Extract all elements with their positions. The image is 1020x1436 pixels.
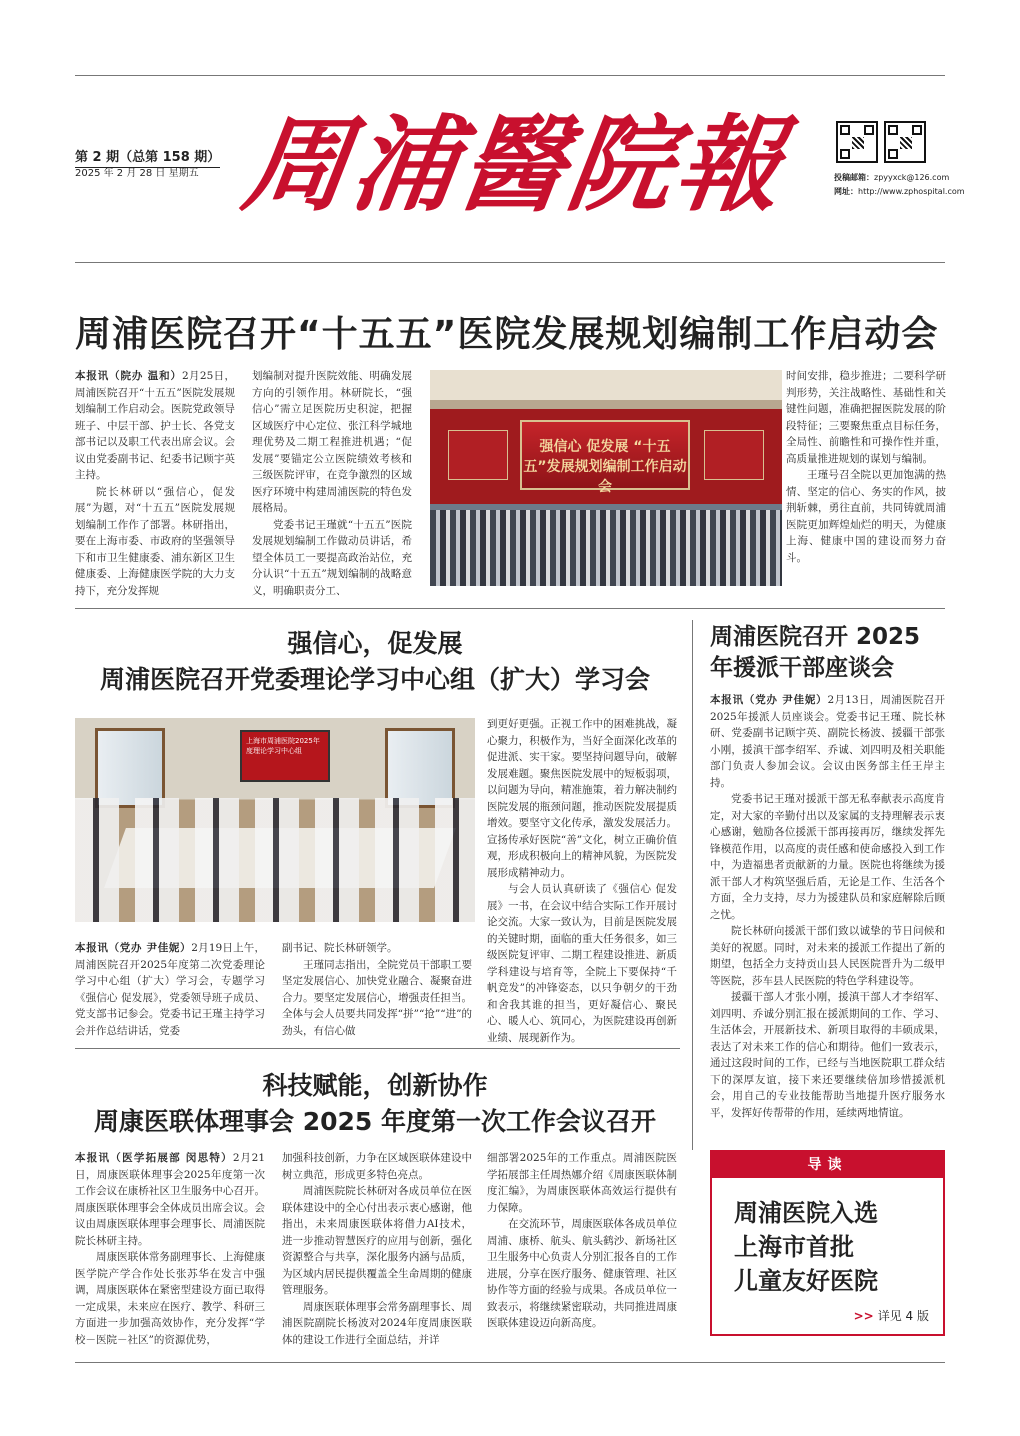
article3-col3 [487, 1150, 677, 1350]
article4-para: 院长林研向援派干部们致以诚挚的节日问候和美好的祝愿。同时，对未来的援派工作提出了新的期望，包括全力支持贡山县人民医院晋升为二级甲等医院，莎车县人民医院的特色学科建设等。 [710, 925, 945, 987]
article3-para: 周浦医院院长林研对各成员单位在医联体建设中的全心付出表示衷心感谢，他指出，未来周康医联体将借力AI技术，进一步推动智慧医疗的应用与创新，强化资源整合与共享，深化服务内涵与品质，为区域内居民提供覆盖全生命周期的健康管理服务。 [282, 1185, 472, 1296]
article1-para: 2月25日，周浦医院召开“十五五”医院发展规划编制工作启动会。医院党政领导班子、中层干部、护士长、各党支部书记以及职工代表出席会议。会议由党委副书记、纪委书记顾宇英主持。 [75, 370, 236, 481]
article2-col3 [487, 716, 677, 1044]
article1-byline: 本报讯（院办 温和） [75, 370, 182, 382]
guide-more-link[interactable] [854, 1307, 929, 1324]
article2-byline: 本报讯（党办 尹佳妮） [75, 942, 192, 954]
article3-para: 在交流环节，周康医联体各成员单位周浦、康桥、航头、航头鹤沙、新场社区卫生服务中心负责人分别汇报各自的工作进展，分享在医疗服务、健康管理、社区协作等方面的经验与成果。各成员单位一致表示，将继续紧密联动，共同推进周康医联体建设迈向新高度。 [487, 1218, 677, 1329]
article4-para: 援疆干部人才张小刚，援滇干部人才李绍军、刘四明、乔诚分别汇报在援派期间的工作、学习、生活体会，开展新技术、新项目取得的丰硕成果，表达了对未来工作的信心和期待。他们一致表示，通过这段时间的工作，已经与当地医院职工群众结下的深厚友谊，接下来还要继续倍加珍惜援派机会，用自己的专业技能帮助当地提升医疗服务水平，发挥好传帮带的作用，延续两地情谊。 [710, 991, 945, 1119]
article2-para: 副书记、院长林研领学。 [282, 942, 398, 954]
stage-banner [520, 420, 690, 495]
article3-para: 2月21日，周康医联体理事会2025年度第一次工作会议在康桥社区卫生服务中心召开。周康医联体理事会全体成员出席会议。会议由周康医联体理事会理事长、周浦医院院长林研主持。 [75, 1152, 266, 1247]
meeting-screen-text: 上海市周浦医院2025年度理论学习中心组 [246, 737, 320, 755]
issue-date: 2025 年 2 月 28 日 星期五 [75, 168, 199, 179]
article1-para: 党委书记王瑾就“十五五”医院发展规划编制工作做动员讲话，希望全体员工一要提高政治站位，充分认识“十五五”规划编制的战略意义，明确职责分工、 [252, 518, 412, 597]
article4-para: 党委书记王瑾对援派干部无私奉献表示高度肯定，对大家的辛勤付出以及家属的支持理解表示衷心感谢，勉励各位援派干部再接再厉，继续发挥先锋模范作用，以高度的责任感和使命感投入到工作中，为造福患者贡献新的力量。医院也将继续为援派干部人才构筑坚强后盾，无论是工作、生活各个方面，全力支持，尽力为援建队员和家庭解除后顾之忧。 [710, 793, 945, 921]
web-value[interactable]: http://www.zphospital.com [858, 187, 965, 196]
article1-para: 划编制对提升医院效能、明确发展方向的引领作用。林研院长，“强信心”需立足医院历史积淀，把握区域医疗中心定位、张江科学城地理优势及二期工程推进机遇；“促发展”要锚定公立医院绩效考核和三级医院评审，在竞争激烈的区域医疗环境中构建周浦医院的特色发展格局。 [252, 370, 412, 514]
article2-headline: 周浦医院召开党委理论学习中心组（扩大）学习会 [99, 665, 650, 694]
conference-photo [430, 370, 782, 586]
article2-col1 [75, 940, 265, 1036]
article2-para: 与会人员认真研读了《强信心 促发展》一书，在会议中结合实际工作开展讨论交流。大家一致认为，目前是医院发展的关键时期，面临的重大任务很多，如三级医院复评审、二期工程建设推进、新质学科建设与培育等，全院上下要保持“千帆竞发”的冲锋姿态，以只争朝夕的干劲和舍我其谁的担当，更好凝信心、聚民心、暖人心、筑同心，为医院建设再创新业绩、展现新作为。 [487, 883, 677, 1044]
article3-col1 [75, 1150, 265, 1350]
article3-para: 加强科技创新，力争在区域医联体建设中树立典范，形成更多特色亮点。 [282, 1152, 472, 1181]
guide-box[interactable] [710, 1150, 945, 1336]
qr-code-icon [884, 121, 926, 163]
section-rule [75, 608, 945, 609]
article1-para: 院长林研以“强信心，促发展”为题，对“十五五”医院发展规划编制工作作了部署。林研指出，要在上海市委、市政府的坚强领导下和市卫生健康委、浦东新区卫生健康委、上海健康医学院的大力支持下，充分发挥规 [75, 485, 235, 597]
guide-line: 上海市首批 [734, 1233, 854, 1261]
article2-para: 2月19日上午，周浦医院召开2025年度第二次党委理论学习中心组（扩大）学习会，专题学习《强信心 促发展》，党委领导班子成员、党支部书记参会。党委书记王瑾主持学习会并作总结讲话，党委 [75, 942, 266, 1037]
article1-col2 [252, 368, 412, 598]
main-headline: 周浦医院召开“十五五”医院发展规划编制工作启动会 [75, 314, 939, 355]
article2-col2 [282, 940, 472, 1036]
article2-para: 到更好更强。正视工作中的困难挑战，凝心聚力，积极作为，当好全面深化改革的促进派、实干家。要坚持问题导向，破解发展难题。聚焦医院发展中的短板弱项，以问题为导向，精准施策，着力解决制约医院发展的瓶颈问题，推动医院发展提质增效。要坚守文化传承，激发发展活力。宣扬传承好医院“善”文化，树立正确价值观，形成积极向上的精神风貌，为医院发展形成精神动力。 [487, 718, 677, 879]
article1-para: 时间安排，稳步推进；二要科学研判形势，关注战略性、基础性和关键性问题，准确把握医院发展的阶段特征；三要聚焦重点目标任务，全局性、前瞻性和可操作性并重，高质量推进规划的谋划与编制。 [786, 370, 946, 465]
double-arrow-icon: >> [853, 1309, 874, 1323]
article3-headline: 周康医联体理事会 2025 年度第一次工作会议召开 [94, 1107, 656, 1136]
article4-body [710, 692, 945, 1132]
contact-web [834, 186, 965, 197]
top-rule [75, 75, 945, 76]
issue-number: 第 2 期（总第 158 期） [75, 146, 220, 168]
masthead-rule [75, 262, 945, 263]
guide-more-text: 详见 4 版 [877, 1309, 929, 1323]
guide-line: 周浦医院入选 [734, 1199, 878, 1227]
article4-para: 2月13日，周浦医院召开2025年援派人员座谈会。党委书记王瑾、院长林研、党委副书记顾宇英、副院长杨波、援疆干部张小刚，援滇干部李绍军、乔诚、刘四明及相关职能部门负责人参加会议。会议由医务部主任王岸主持。 [710, 694, 946, 789]
contact-email [834, 172, 949, 183]
article3-para: 周康医联体常务副理事长、上海健康医学院产学合作处长张苏华在发言中强调，周康医联体在紧密型建设方面已取得一定成果，未来应在医疗、教学、科研三方面进一步加强高效协作，充分发挥“学校－医院－社区”的资源优势， [75, 1251, 265, 1346]
bottom-rule [75, 1362, 945, 1363]
article4-headline: 周浦医院召开 2025 年援派干部座谈会 [710, 624, 921, 681]
section-rule [75, 1048, 680, 1049]
qr-code-icon [836, 121, 878, 163]
email-label: 投稿邮箱： [834, 173, 874, 182]
meeting-photo [75, 718, 475, 922]
web-label: 网址： [834, 187, 858, 196]
guide-label: 导读 [712, 1152, 943, 1178]
article1-col1 [75, 368, 235, 598]
article4-byline: 本报讯（党办 尹佳妮） [710, 694, 828, 706]
article3-col2 [282, 1150, 472, 1350]
article2-para: 王瑾同志指出，全院党员干部职工要坚定发展信心、加快党业融合、凝聚奋进合力。要坚定发展信心，增强责任担当。全体与会人员要共同发挥“拼”“抢”“进”的劲头，有信心做 [282, 958, 472, 1037]
article1-col3 [786, 368, 946, 598]
column-divider [692, 620, 693, 1150]
guide-line: 儿童友好医院 [734, 1267, 878, 1295]
article1-para: 王瑾号召全院以更加饱满的热情、坚定的信心、务实的作风，披荆斩棘，勇往直前，共同铸就周浦医院更加辉煌灿烂的明天，为健康上海、健康中国的建设而努力奋斗。 [786, 469, 946, 564]
guide-headline [712, 1178, 943, 1298]
meeting-screen [240, 730, 330, 782]
article3-para: 周康医联体理事会常务副理事长、周浦医院副院长杨波对2024年度周康医联体的建设工作进行全面总结，并详 [282, 1300, 472, 1346]
masthead-logo [215, 100, 815, 230]
article2-kicker: 强信心，促发展 [287, 629, 463, 658]
stage-banner-text: 强信心 促发展 “十五五”发展规划编制工作启动会 [523, 439, 687, 495]
masthead-title: 周浦醫院報 [236, 103, 794, 226]
article3-kicker: 科技赋能，创新协作 [262, 1071, 488, 1100]
article3-byline: 本报讯（医学拓展部 闵思特） [75, 1152, 233, 1164]
article3-para: 细部署2025年的工作重点。周浦医院医学拓展部主任周热娜介绍《周康医联体制度汇编》，为周康医联体高效运行提供有力保障。 [487, 1152, 677, 1214]
email-value[interactable]: zpyyxck@126.com [874, 173, 950, 182]
